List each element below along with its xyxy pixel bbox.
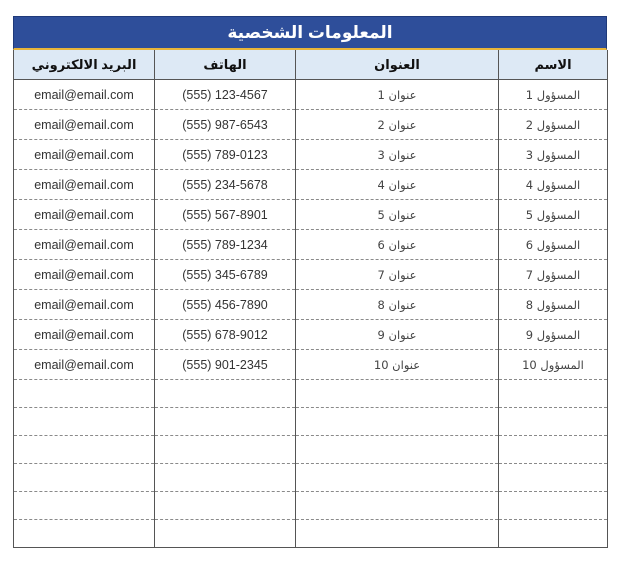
cell-address[interactable]	[296, 408, 499, 436]
header-name: الاسم	[499, 50, 608, 80]
cell-email[interactable]: email@email.com	[14, 140, 155, 170]
cell-email[interactable]: email@email.com	[14, 320, 155, 350]
cell-name[interactable]: المسؤول 10	[499, 350, 608, 380]
cell-address[interactable]: عنوان 9	[296, 320, 499, 350]
cell-email[interactable]	[14, 492, 155, 520]
cell-phone[interactable]: (555) 789-0123	[155, 140, 296, 170]
table-row	[14, 492, 608, 520]
cell-name[interactable]: المسؤول 7	[499, 260, 608, 290]
cell-phone[interactable]	[155, 464, 296, 492]
table-row	[14, 260, 608, 290]
cell-email[interactable]: email@email.com	[14, 230, 155, 260]
cell-phone[interactable]	[155, 492, 296, 520]
cell-address[interactable]: عنوان 10	[296, 350, 499, 380]
cell-name[interactable]	[499, 436, 608, 464]
table-row	[14, 380, 608, 408]
cell-phone[interactable]: (555) 901-2345	[155, 350, 296, 380]
cell-email[interactable]: email@email.com	[14, 350, 155, 380]
header-phone: الهاتف	[155, 50, 296, 80]
table-row	[14, 408, 608, 436]
table-row	[14, 464, 608, 492]
cell-address[interactable]	[296, 464, 499, 492]
cell-phone[interactable]: (555) 456-7890	[155, 290, 296, 320]
table-body	[14, 80, 608, 548]
contacts-table	[13, 50, 608, 548]
table-row	[14, 520, 608, 548]
table-row	[14, 80, 608, 110]
cell-name[interactable]	[499, 464, 608, 492]
cell-address[interactable]: عنوان 1	[296, 80, 499, 110]
table-row	[14, 200, 608, 230]
cell-name[interactable]: المسؤول 2	[499, 110, 608, 140]
cell-name[interactable]: المسؤول 1	[499, 80, 608, 110]
cell-email[interactable]	[14, 380, 155, 408]
cell-name[interactable]	[499, 492, 608, 520]
table-row	[14, 140, 608, 170]
cell-name[interactable]: المسؤول 9	[499, 320, 608, 350]
cell-phone[interactable]	[155, 408, 296, 436]
cell-name[interactable]: المسؤول 4	[499, 170, 608, 200]
cell-address[interactable]: عنوان 6	[296, 230, 499, 260]
cell-email[interactable]: email@email.com	[14, 80, 155, 110]
cell-phone[interactable]: (555) 789-1234	[155, 230, 296, 260]
cell-name[interactable]	[499, 408, 608, 436]
sheet-title: المعلومات الشخصية	[13, 16, 607, 50]
cell-email[interactable]	[14, 436, 155, 464]
contact-sheet	[13, 16, 607, 548]
cell-email[interactable]: email@email.com	[14, 170, 155, 200]
header-row	[14, 50, 608, 80]
table-row	[14, 436, 608, 464]
cell-address[interactable]: عنوان 4	[296, 170, 499, 200]
cell-phone[interactable]: (555) 123-4567	[155, 80, 296, 110]
cell-name[interactable]	[499, 520, 608, 548]
cell-address[interactable]: عنوان 8	[296, 290, 499, 320]
cell-email[interactable]: email@email.com	[14, 200, 155, 230]
cell-email[interactable]	[14, 408, 155, 436]
table-row	[14, 320, 608, 350]
cell-name[interactable]: المسؤول 5	[499, 200, 608, 230]
cell-address[interactable]: عنوان 2	[296, 110, 499, 140]
cell-phone[interactable]	[155, 380, 296, 408]
cell-phone[interactable]: (555) 345-6789	[155, 260, 296, 290]
cell-address[interactable]	[296, 436, 499, 464]
header-address: العنوان	[296, 50, 499, 80]
table-row	[14, 110, 608, 140]
cell-address[interactable]	[296, 520, 499, 548]
cell-phone[interactable]: (555) 678-9012	[155, 320, 296, 350]
cell-address[interactable]: عنوان 3	[296, 140, 499, 170]
cell-address[interactable]: عنوان 5	[296, 200, 499, 230]
cell-email[interactable]	[14, 464, 155, 492]
table-row	[14, 290, 608, 320]
table-row	[14, 170, 608, 200]
header-email: البريد الالكتروني	[14, 50, 155, 80]
cell-address[interactable]	[296, 492, 499, 520]
cell-phone[interactable]: (555) 234-5678	[155, 170, 296, 200]
cell-phone[interactable]: (555) 987-6543	[155, 110, 296, 140]
cell-name[interactable]: المسؤول 8	[499, 290, 608, 320]
cell-email[interactable]	[14, 520, 155, 548]
cell-name[interactable]: المسؤول 3	[499, 140, 608, 170]
cell-phone[interactable]: (555) 567-8901	[155, 200, 296, 230]
cell-phone[interactable]	[155, 520, 296, 548]
cell-email[interactable]: email@email.com	[14, 290, 155, 320]
cell-email[interactable]: email@email.com	[14, 110, 155, 140]
cell-phone[interactable]	[155, 436, 296, 464]
cell-email[interactable]: email@email.com	[14, 260, 155, 290]
cell-address[interactable]	[296, 380, 499, 408]
table-row	[14, 350, 608, 380]
table-row	[14, 230, 608, 260]
cell-name[interactable]: المسؤول 6	[499, 230, 608, 260]
cell-name[interactable]	[499, 380, 608, 408]
cell-address[interactable]: عنوان 7	[296, 260, 499, 290]
